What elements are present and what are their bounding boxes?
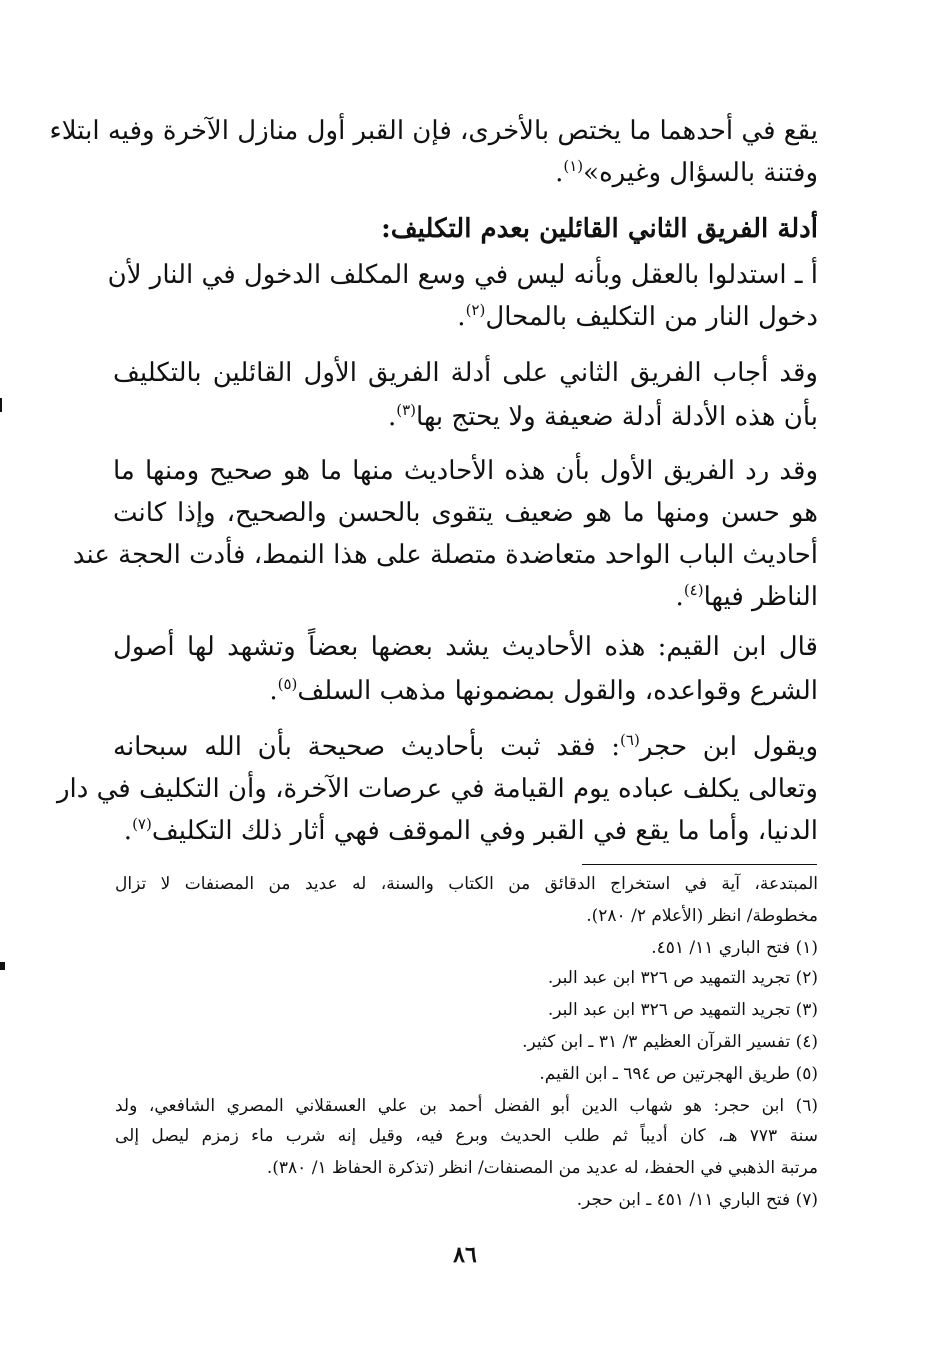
footnote-ref-5: (٥): [277, 675, 298, 693]
footnote-ref-1: (١): [563, 157, 584, 175]
p2-line-1: أ ـ استدلوا بالعقل وبأنه ليس في وسع المكلف الدخول في النار لأن: [107, 260, 818, 290]
p6-line-3: الدنيا، وأما ما يقع في القبر وفي الموقف فهي أثار ذلك التكليف$^{(٧)}$.: [123, 815, 818, 846]
p4-line-3: أحاديث الباب الواحد متعاضدة متصلة على هذا النمط، فأدت الحجة عند: [72, 540, 818, 570]
footnote-ref-6: (٦): [620, 731, 640, 749]
p2-line-2: دخول النار من التكليف بالمحال$^{(٢)}$.: [457, 301, 818, 332]
section-heading: أدلة الفريق الثاني القائلين بعدم التكليف:: [381, 214, 818, 244]
p3-line-1: وقد أجاب الفريق الثاني على أدلة الفريق الأول القائلين بالتكليف: [113, 358, 818, 388]
footnote-7: (٧) فتح الباري ١١/ ٤٥١ ـ ابن حجر.: [576, 1190, 818, 1210]
footnote-ref-7: (٧): [132, 815, 152, 833]
footnote-continuation-line-2: مخطوطة/ انظر (الأعلام ٢/ ٢٨٠).: [586, 906, 818, 926]
p6-line-1: ويقول ابن حجر$^{(٦)}$: فقد ثبت بأحاديث صحيحة بأن الله سبحانه: [113, 731, 818, 762]
page-number: ٨٦: [453, 1242, 477, 1268]
p4-line-4: الناظر فيها$^{(٤)}$.: [675, 581, 818, 612]
p4-line-2: هو حسن ومنها ما هو ضعيف يتقوى بالحسن والصحيح، وإذا كانت: [113, 498, 818, 528]
footnote-ref-2: (٢): [465, 301, 486, 319]
footnote-separator: [582, 864, 817, 865]
footnote-1: (١) فتح الباري ١١/ ٤٥١.: [651, 938, 818, 958]
p5-line-1: قال ابن القيم: هذه الأحاديث يشد بعضها بعضاً وتشهد لها أصول: [113, 632, 818, 662]
footnote-2: (٢) تجريد التمهيد ص ٣٢٦ ابن عبد البر.: [547, 968, 818, 988]
p4-line-1: وقد رد الفريق الأول بأن هذه الأحاديث منها ما هو صحيح ومنها ما: [113, 456, 818, 486]
footnote-6-line-3: مرتبة الذهبي في الحفظ، له عديد من المصنفات/ انظر (تذكرة الحفاظ ١/ ٣٨٠).: [266, 1158, 818, 1178]
footnote-3: (٣) تجريد التمهيد ص ٣٢٦ ابن عبد البر.: [547, 1000, 818, 1020]
p3-line-2: بأن هذه الأدلة أدلة ضعيفة ولا يحتج بها$^{(٣)}$.: [387, 401, 818, 432]
footnote-continuation-line-1: المبتدعة، آية في استخراج الدقائق من الكتاب والسنة، له عديد من المصنفات لا تزال: [115, 874, 818, 894]
footnote-6-line-2: سنة ٧٧٣ هـ، كان أديباً ثم طلب الحديث وبرع فيه، وقيل إنه شرب ماء زمزم ليصل إلى: [115, 1126, 818, 1146]
footnote-ref-4: (٤): [683, 581, 704, 599]
footnote-4: (٤) تفسير القرآن العظيم ٣/ ٣١ ـ ابن كثير.: [522, 1032, 818, 1052]
p5-line-2: الشرع وقواعده، والقول بمضمونها مذهب السلف$^{(٥)}$.: [269, 675, 818, 706]
p6-line-2: وتعالى يكلف عباده يوم القيامة في عرصات الآخرة، وأن التكليف في دار: [56, 774, 818, 804]
footnote-6-line-1: (٦) ابن حجر: هو شهاب الدين أبو الفضل أحمد بن علي العسقلاني المصري الشافعي، ولد: [115, 1096, 818, 1116]
footnote-5: (٥) طريق الهجرتين ص ٦٩٤ ـ ابن القيم.: [539, 1064, 818, 1084]
footnote-ref-3: (٣): [396, 401, 417, 419]
scan-mark: [0, 962, 5, 970]
p1-line-1: يقع في أحدهما ما يختص بالأخرى، فإن القبر أول منازل الآخرة وفيه ابتلاء: [49, 116, 818, 146]
scan-mark: [0, 398, 2, 412]
p1-line-2: وفتنة بالسؤال وغيره»$^{(١)}$.: [555, 157, 818, 188]
